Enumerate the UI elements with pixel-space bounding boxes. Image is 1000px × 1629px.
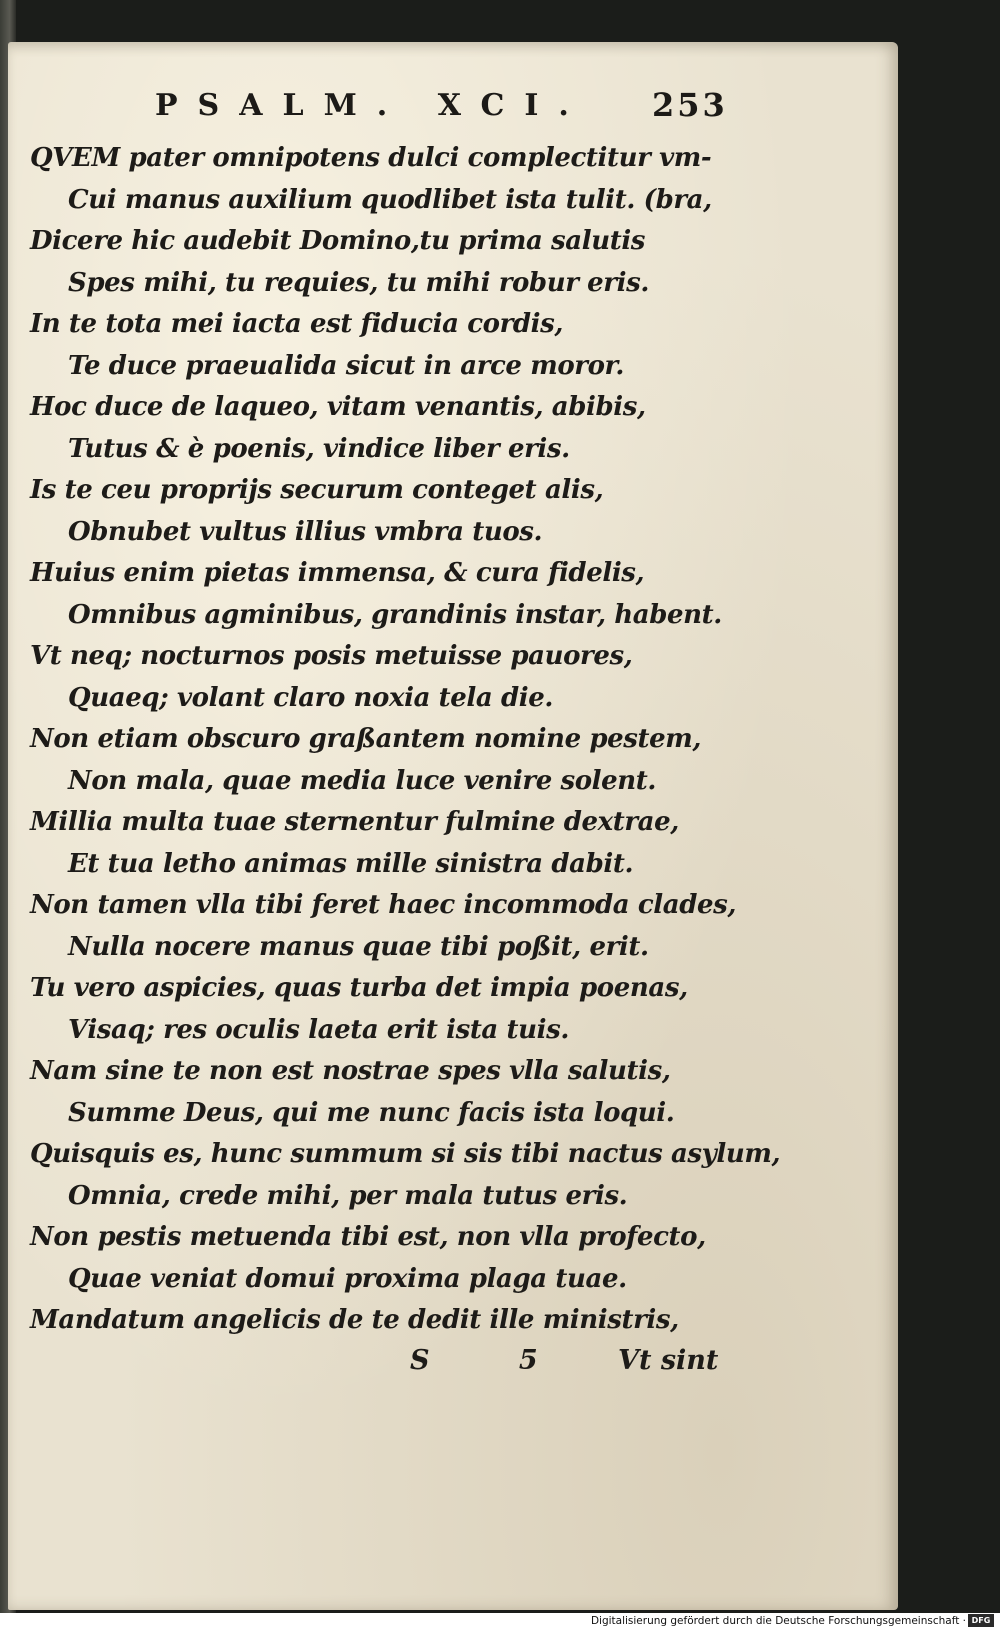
verse-line: Spes mihi, tu requies, tu mihi robur eris. [68, 267, 649, 298]
verse-line: Cui manus auxilium quodlibet ista tulit. (bra, [68, 184, 712, 215]
signature-mark: S 5 [410, 1345, 578, 1376]
verse-line: Obnubet vultus illius vmbra tuos. [68, 516, 543, 547]
verse-line: Et tua letho animas mille sinistra dabit. [68, 848, 634, 879]
verse-line: Mandatum angelicis de te dedit ille ministris, [30, 1305, 679, 1335]
verse-line: Visaq; res oculis laeta erit ista tuis. [68, 1014, 570, 1045]
verse-line: Nulla nocere manus quae tibi poßit, erit. [68, 931, 649, 962]
verse-line: Dicere hic audebit Domino,tu prima salutis [30, 226, 646, 256]
verse-line: In te tota mei iacta est fiducia cordis, [30, 309, 564, 339]
dfg-logo: DFG [968, 1614, 994, 1627]
verse-line: Quaeq; volant claro noxia tela die. [68, 682, 554, 713]
verse-line: Quae veniat domui proxima plaga tuae. [68, 1263, 627, 1294]
verse-line: Omnia, crede mihi, per mala tutus eris. [68, 1180, 628, 1211]
running-title: PSALM. XCI. [155, 88, 589, 123]
digitization-note: Digitalisierung gefördert durch die Deutsche Forschungsgemeinschaft · [590, 1615, 966, 1627]
verse-line: Quisquis es, hunc summum si sis tibi nactus asylum, [30, 1139, 781, 1169]
page-number: 253 [652, 86, 728, 124]
verse-line: Tu vero aspicies, quas turba det impia poenas, [30, 973, 688, 1003]
verse-block [30, 138, 781, 1342]
verse-line: Tutus & è poenis, vindice liber eris. [68, 433, 570, 464]
verse-line: Omnibus agminibus, grandinis instar, habent. [68, 599, 722, 630]
verse-line: QVEM pater omnipotens dulci complectitur vm- [30, 143, 712, 173]
verse-line: Millia multa tuae sternentur fulmine dextrae, [30, 807, 679, 837]
verse-line: Summe Deus, qui me nunc facis ista loqui. [68, 1097, 675, 1128]
verse-line: Te duce praeualida sicut in arce moror. [68, 350, 625, 381]
page-foot [30, 1345, 730, 1385]
verse-line: Huius enim pietas immensa, & cura fidelis, [30, 558, 645, 588]
verse-line: Non etiam obscuro graßantem nomine pestem, [30, 724, 702, 754]
verse-line: Non mala, quae media luce venire solent. [68, 765, 657, 796]
verse-line: Hoc duce de laqueo, vitam venantis, abibis, [30, 392, 646, 422]
verse-line: Vt neq; nocturnos posis metuisse pauores, [30, 641, 633, 671]
catchword: Vt sint [618, 1345, 719, 1376]
verse-line: Non tamen vlla tibi feret haec incommoda clades, [30, 890, 737, 920]
verse-line: Non pestis metuenda tibi est, non vlla profecto, [30, 1222, 706, 1252]
verse-line: Is te ceu proprijs securum conteget alis, [30, 475, 604, 505]
verse-line: Nam sine te non est nostrae spes vlla salutis, [30, 1056, 671, 1086]
